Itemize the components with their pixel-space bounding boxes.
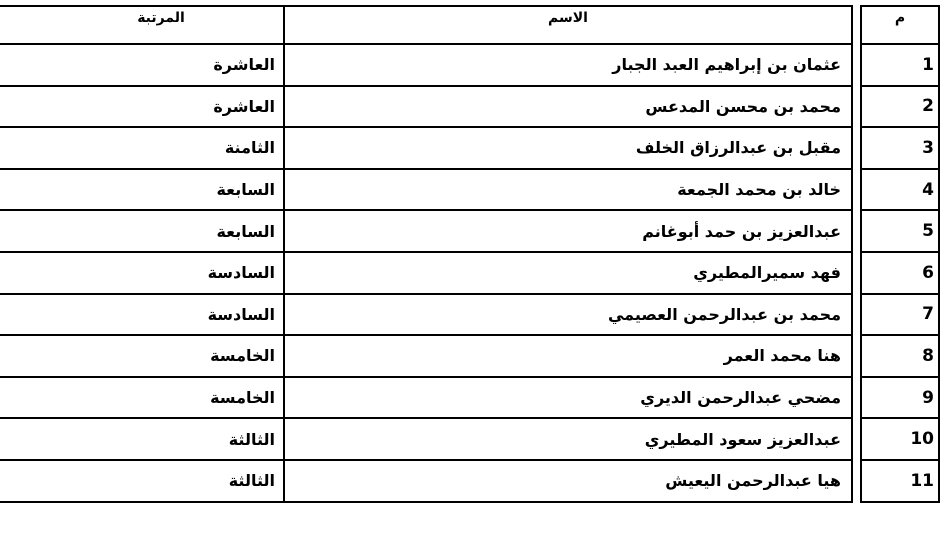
table-row — [0, 169, 939, 211]
table-row — [0, 210, 939, 252]
number-cell: 11 — [861, 460, 939, 502]
name-cell: فهد سميرالمطيري — [284, 252, 852, 294]
number-cell: 9 — [861, 377, 939, 419]
column-gap — [852, 44, 861, 86]
name-cell: هيا عبدالرحمن اليعيش — [284, 460, 852, 502]
table-row — [0, 460, 939, 502]
table-row — [0, 418, 939, 460]
number-cell: 6 — [861, 252, 939, 294]
name-cell: مضحي عبدالرحمن الديري — [284, 377, 852, 419]
name-cell: هنا محمد العمر — [284, 335, 852, 377]
number-cell: 8 — [861, 335, 939, 377]
table-row — [0, 335, 939, 377]
rank-cell: الثامنة — [0, 127, 284, 169]
header-row — [0, 6, 939, 44]
rank-cell: العاشرة — [0, 86, 284, 128]
name-cell: عثمان بن إبراهيم العبد الجبار — [284, 44, 852, 86]
header-name: الاسم — [284, 6, 852, 44]
column-gap — [852, 169, 861, 211]
header-number: م — [861, 6, 939, 44]
roster-table — [0, 5, 940, 503]
rank-cell: السابعة — [0, 210, 284, 252]
column-gap — [852, 294, 861, 336]
number-cell: 10 — [861, 418, 939, 460]
column-gap — [852, 418, 861, 460]
table-row — [0, 44, 939, 86]
column-gap — [852, 335, 861, 377]
name-cell: خالد بن محمد الجمعة — [284, 169, 852, 211]
table-row — [0, 252, 939, 294]
rank-cell: الثالثة — [0, 460, 284, 502]
column-gap — [852, 127, 861, 169]
name-cell: محمد بن عبدالرحمن العصيمي — [284, 294, 852, 336]
column-gap — [852, 460, 861, 502]
rank-cell: الخامسة — [0, 377, 284, 419]
table-row — [0, 86, 939, 128]
rank-cell: العاشرة — [0, 44, 284, 86]
rank-cell: السادسة — [0, 294, 284, 336]
header-rank: المرتبة — [0, 6, 284, 44]
column-gap — [852, 86, 861, 128]
rank-cell: الثالثة — [0, 418, 284, 460]
name-cell: مقبل بن عبدالرزاق الخلف — [284, 127, 852, 169]
rank-cell: الخامسة — [0, 335, 284, 377]
table-body — [0, 44, 939, 502]
number-cell: 7 — [861, 294, 939, 336]
table-row — [0, 127, 939, 169]
name-cell: محمد بن محسن المدعس — [284, 86, 852, 128]
number-cell: 4 — [861, 169, 939, 211]
number-cell: 1 — [861, 44, 939, 86]
name-cell: عبدالعزيز سعود المطيري — [284, 418, 852, 460]
number-cell: 3 — [861, 127, 939, 169]
rank-cell: السادسة — [0, 252, 284, 294]
column-gap — [852, 252, 861, 294]
name-cell: عبدالعزيز بن حمد أبوغانم — [284, 210, 852, 252]
number-cell: 5 — [861, 210, 939, 252]
column-gap — [852, 210, 861, 252]
number-cell: 2 — [861, 86, 939, 128]
table-row — [0, 377, 939, 419]
table-row — [0, 294, 939, 336]
rank-cell: السابعة — [0, 169, 284, 211]
column-gap — [852, 6, 861, 44]
column-gap — [852, 377, 861, 419]
